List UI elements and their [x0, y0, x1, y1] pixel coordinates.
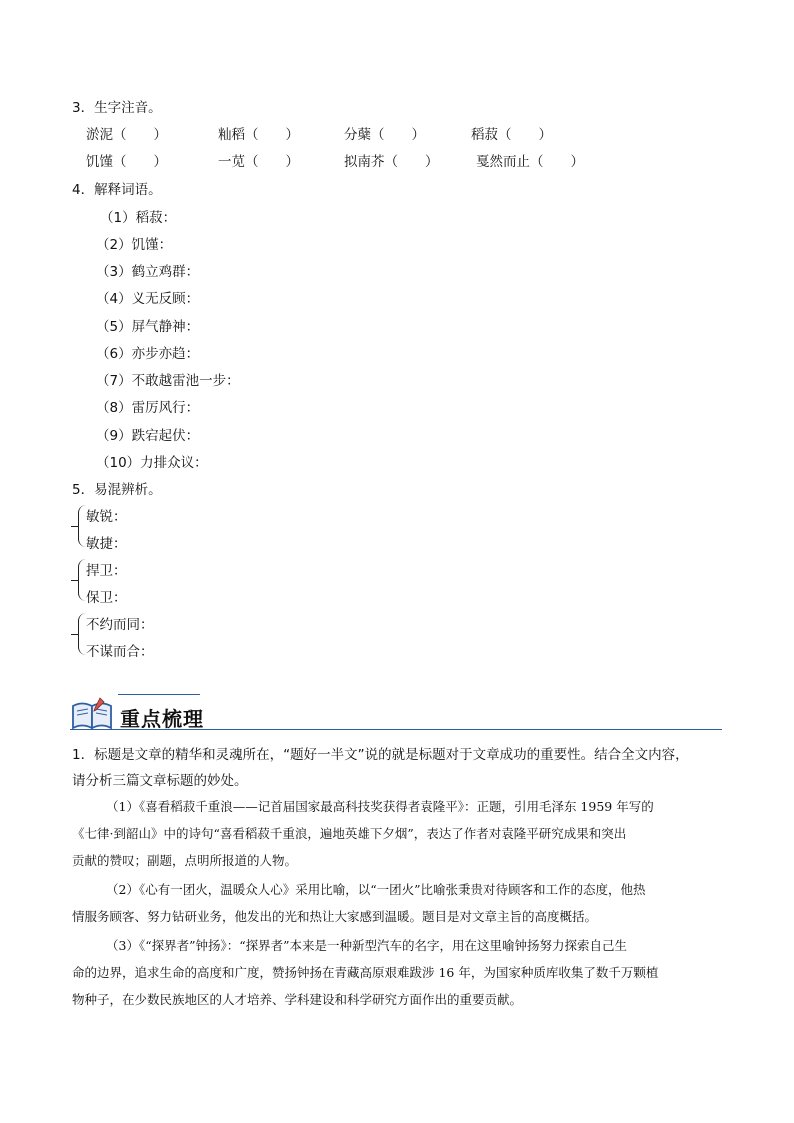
answer-line: （3）《“探界者”钟扬》：“探界者”本来是一种新型汽车的名字，用在这里喻钟扬努力探索自己生	[106, 938, 628, 953]
answer-line: （2）《心有一团火，温暖众人心》采用比喻，以“一团火”比喻张秉贵对待顾客和工作的态度，他热	[106, 882, 646, 897]
vocab-item: （3）鹤立鸡群：	[96, 264, 200, 280]
question-line: 1．标题是文章的精华和灵魂所在，“题好一半文”说的就是标题对于文章成功的重要性。结合全文内容，	[72, 747, 689, 763]
open-book-icon	[70, 696, 114, 732]
compare-item: 不谋而合：	[86, 644, 154, 660]
pinyin-item: 籼稻（ ）	[218, 127, 299, 143]
pinyin-item: 拟南芥（ ）	[344, 154, 439, 170]
heading-bottom-rule	[70, 729, 722, 730]
heading-top-rule	[118, 694, 200, 695]
vocab-item: （10）力排众议：	[96, 455, 208, 471]
question-line: 请分析三篇文章标题的妙处。	[72, 773, 248, 789]
section3-title: 3．生字注音。	[72, 100, 162, 116]
compare-item: 保卫：	[86, 590, 127, 606]
compare-item: 捍卫：	[86, 563, 127, 579]
answer-line: 贡献的赞叹；副题，点明所报道的人物。	[72, 853, 298, 868]
vocab-item: （5）屏气静神：	[96, 319, 200, 335]
vocab-item: （7）不敢越雷池一步：	[96, 373, 240, 389]
vocab-item: （1）稻菽：	[100, 210, 177, 226]
pinyin-item: 饥馑（ ）	[86, 154, 167, 170]
answer-line: 情服务顾客、努力钻研业务，他发出的光和热让大家感到温暖。题目是对文章主旨的高度概括。	[72, 909, 598, 924]
answer-line: 物种子，在少数民族地区的人才培养、学科建设和科学研究方面作出的重要贡献。	[72, 992, 523, 1007]
vocab-item: （2）饥馑：	[96, 237, 173, 253]
section-heading: 重点梳理	[120, 707, 204, 731]
answer-line: （1）《喜看稻菽千重浪——记首届国家最高科技奖获得者袁隆平》：正题，引用毛泽东 1959 年写的	[106, 799, 654, 814]
vocab-item: （9）跌宕起伏：	[96, 428, 200, 444]
compare-item: 敏锐：	[86, 509, 127, 525]
pinyin-item: 一苋（ ）	[218, 154, 299, 170]
pinyin-item: 淤泥（ ）	[86, 127, 167, 143]
compare-item: 敏捷：	[86, 536, 127, 552]
vocab-item: （8）雷厉风行：	[96, 400, 200, 416]
vocab-item: （4）义无反顾：	[96, 291, 200, 307]
section5-title: 5．易混辨析。	[72, 482, 162, 498]
answer-line: 命的边界，追求生命的高度和广度，赞扬钟扬在青藏高原艰难跋涉 16 年，为国家种质库收集了数千万颗植	[72, 965, 659, 980]
pinyin-item: 稻菽（ ）	[471, 127, 552, 143]
answer-line: 《七律·到韶山》中的诗句“喜看稻菽千重浪，遍地英雄下夕烟”，表达了作者对袁隆平研究成果和突出	[72, 826, 627, 841]
compare-item: 不约而同：	[86, 617, 154, 633]
vocab-item: （6）亦步亦趋：	[96, 346, 200, 362]
pinyin-item: 分蘖（ ）	[344, 127, 425, 143]
section4-title: 4．解释词语。	[72, 182, 162, 198]
pinyin-item: 戛然而止（ ）	[476, 154, 584, 170]
